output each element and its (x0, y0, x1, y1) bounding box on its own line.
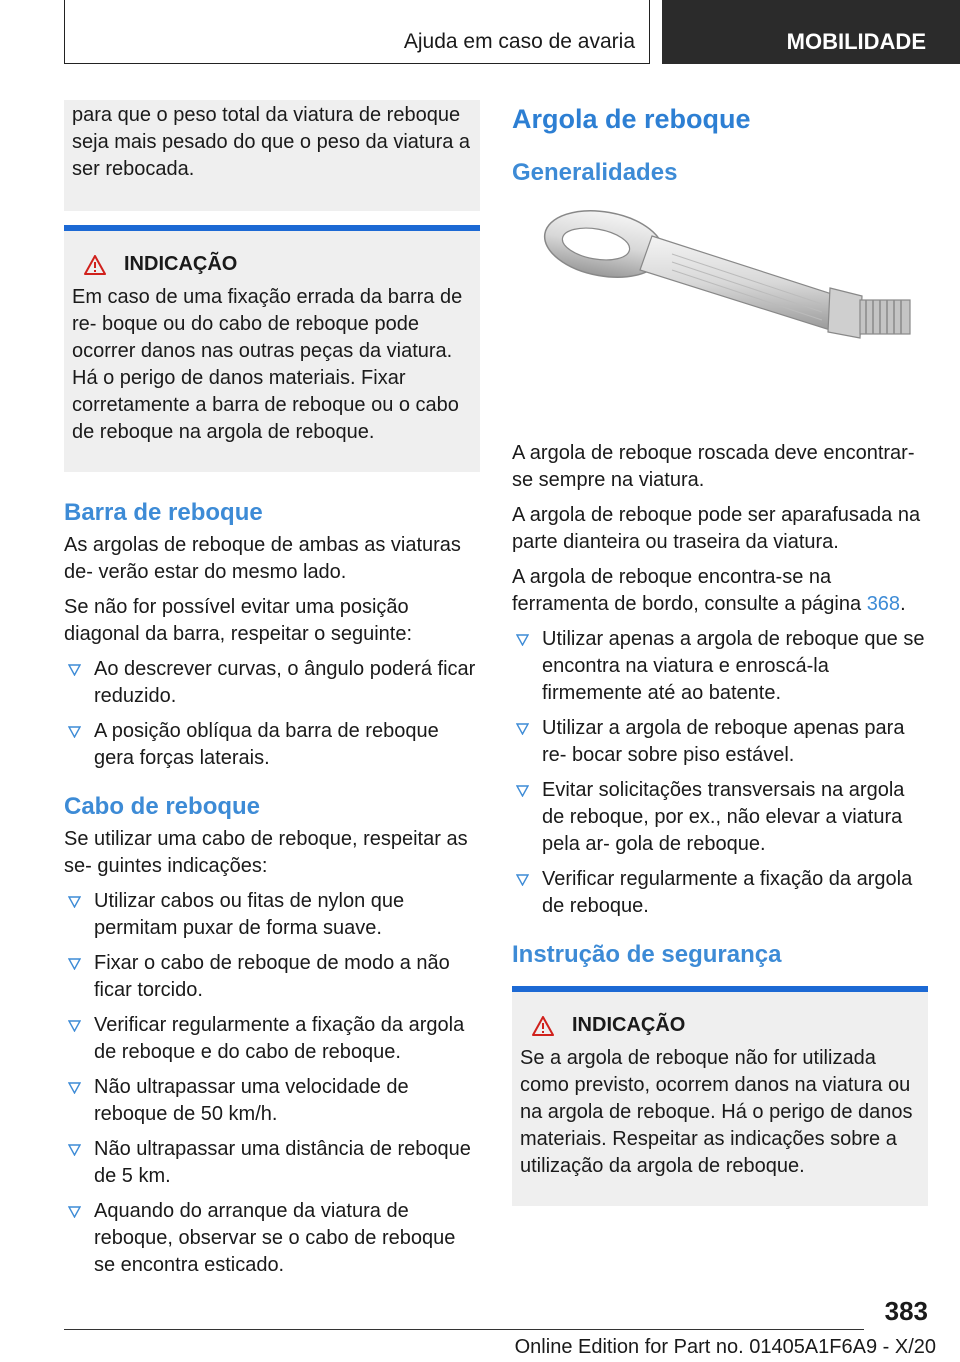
generalidades-paragraph-3 (512, 564, 928, 618)
warning-triangle-icon (532, 1016, 554, 1036)
generalidades-list (512, 626, 928, 920)
cabo-list (64, 888, 480, 1279)
page-ref-text: A argola de reboque encontra-se na ferramenta de bordo, consulte a página (512, 566, 867, 615)
list-item-text: Verificar regularmente a fixação da argola de reboque e do cabo de reboque. (94, 1014, 465, 1063)
list-item-text: Ao descrever curvas, o ângulo poderá ficar reduzido. (94, 658, 476, 707)
notice-title-label: INDICAÇÃO (572, 1014, 686, 1036)
list-item (64, 1074, 480, 1128)
list-item (512, 626, 928, 707)
intro-text: para que o peso total da viatura de reboque seja mais pesado do que o peso da viatura a ser rebocada. (72, 104, 471, 180)
triangle-bullet-icon (68, 726, 81, 738)
list-item (64, 1198, 480, 1279)
triangle-bullet-icon (68, 1082, 81, 1094)
list-item-text: Fixar o cabo de reboque de modo a não ficar torcido. (94, 952, 450, 1001)
triangle-bullet-icon (68, 664, 81, 676)
notice-box (512, 986, 928, 1206)
notice-text: Se a argola de reboque não for utilizada como previsto, ocorrem danos na viatura ou na argola de reboque. Há o perigo de danos materiais. Respeitar as indicações sobre a utilização da argola de reboque. (520, 1047, 913, 1177)
list-item-text: A posição oblíqua da barra de reboque gera forças laterais. (94, 720, 439, 769)
page-reference-link[interactable]: 368 (866, 593, 901, 615)
page-title: Argola de reboque (512, 104, 751, 134)
right-column (512, 100, 928, 1206)
cabo-paragraph-1: Se utilizar uma cabo de reboque, respeitar as se- guintes indicações: (64, 828, 468, 877)
triangle-bullet-icon (68, 1020, 81, 1032)
header-section-title: Ajuda em caso de avaria (64, 0, 650, 64)
triangle-bullet-icon (516, 874, 529, 886)
page-number: 383 (884, 1296, 928, 1326)
list-item (512, 715, 928, 769)
triangle-bullet-icon (516, 723, 529, 735)
towing-eye-image (512, 192, 928, 422)
list-item-text: Não ultrapassar uma distância de reboque de 5 km. (94, 1138, 471, 1187)
section-heading-seguranca: Instrução de segurança (512, 941, 782, 968)
list-item-text: Evitar solicitações transversais na argola de reboque, por ex., não elevar a viatura pela ar- gola de reboque. (542, 779, 905, 855)
barra-list (64, 656, 480, 772)
section-heading-cabo: Cabo de reboque (64, 793, 261, 820)
triangle-bullet-icon (68, 1144, 81, 1156)
list-item-text: Utilizar a argola de reboque apenas para re- bocar sobre piso estável. (542, 717, 905, 766)
list-item-text: Utilizar apenas a argola de reboque que se encontra na viatura e enroscá-la firmemente até ao batente. (542, 628, 925, 704)
notice-title (72, 251, 472, 278)
list-item (64, 1012, 480, 1066)
notice-box (64, 225, 480, 472)
warning-triangle-icon (84, 255, 106, 275)
list-item (64, 718, 480, 772)
left-column (64, 100, 480, 1287)
header-chapter-tab: MOBILIDADE (662, 0, 960, 64)
list-item-text: Verificar regularmente a fixação da argola de reboque. (542, 868, 913, 917)
triangle-bullet-icon (516, 785, 529, 797)
list-item (512, 866, 928, 920)
list-item (64, 888, 480, 942)
triangle-bullet-icon (68, 958, 81, 970)
list-item (64, 656, 480, 710)
footer-divider (64, 1329, 864, 1330)
barra-paragraph-2: Se não for possível evitar uma posição diagonal da barra, respeitar o seguinte: (64, 596, 413, 645)
list-item-text: Utilizar cabos ou fitas de nylon que permitam puxar de forma suave. (94, 890, 405, 939)
generalidades-paragraph-1: A argola de reboque roscada deve encontrar-se sempre na viatura. (512, 442, 915, 491)
triangle-bullet-icon (68, 1206, 81, 1218)
notice-title-label: INDICAÇÃO (124, 253, 238, 275)
list-item-text: Não ultrapassar uma velocidade de reboque de 50 km/h. (94, 1076, 409, 1125)
triangle-bullet-icon (516, 634, 529, 646)
page-ref-suffix: . (900, 593, 906, 615)
section-heading-generalidades: Generalidades (512, 159, 678, 186)
list-item (64, 1136, 480, 1190)
intro-box (64, 100, 480, 211)
notice-title (520, 1012, 920, 1039)
list-item (512, 777, 928, 858)
notice-text: Em caso de uma fixação errada da barra de re- boque ou do cabo de reboque pode ocorrer danos nas outras peças da viatura. Há o perigo de danos materiais. Fixar corretamente a barra de reboque ou o cabo de reboque na argola de reboque. (72, 286, 463, 443)
footer-edition-text: Online Edition for Part no. 01405A1F6A9 - X/20 (514, 1336, 936, 1358)
section-heading-barra: Barra de reboque (64, 499, 263, 526)
list-item-text: Aquando do arranque da viatura de reboque, observar se o cabo de reboque se encontra esticado. (94, 1200, 456, 1276)
generalidades-paragraph-2: A argola de reboque pode ser aparafusada na parte dianteira ou traseira da viatura. (512, 504, 921, 553)
barra-paragraph-1: As argolas de reboque de ambas as viaturas de- verão estar do mesmo lado. (64, 534, 461, 583)
list-item (64, 950, 480, 1004)
triangle-bullet-icon (68, 896, 81, 908)
